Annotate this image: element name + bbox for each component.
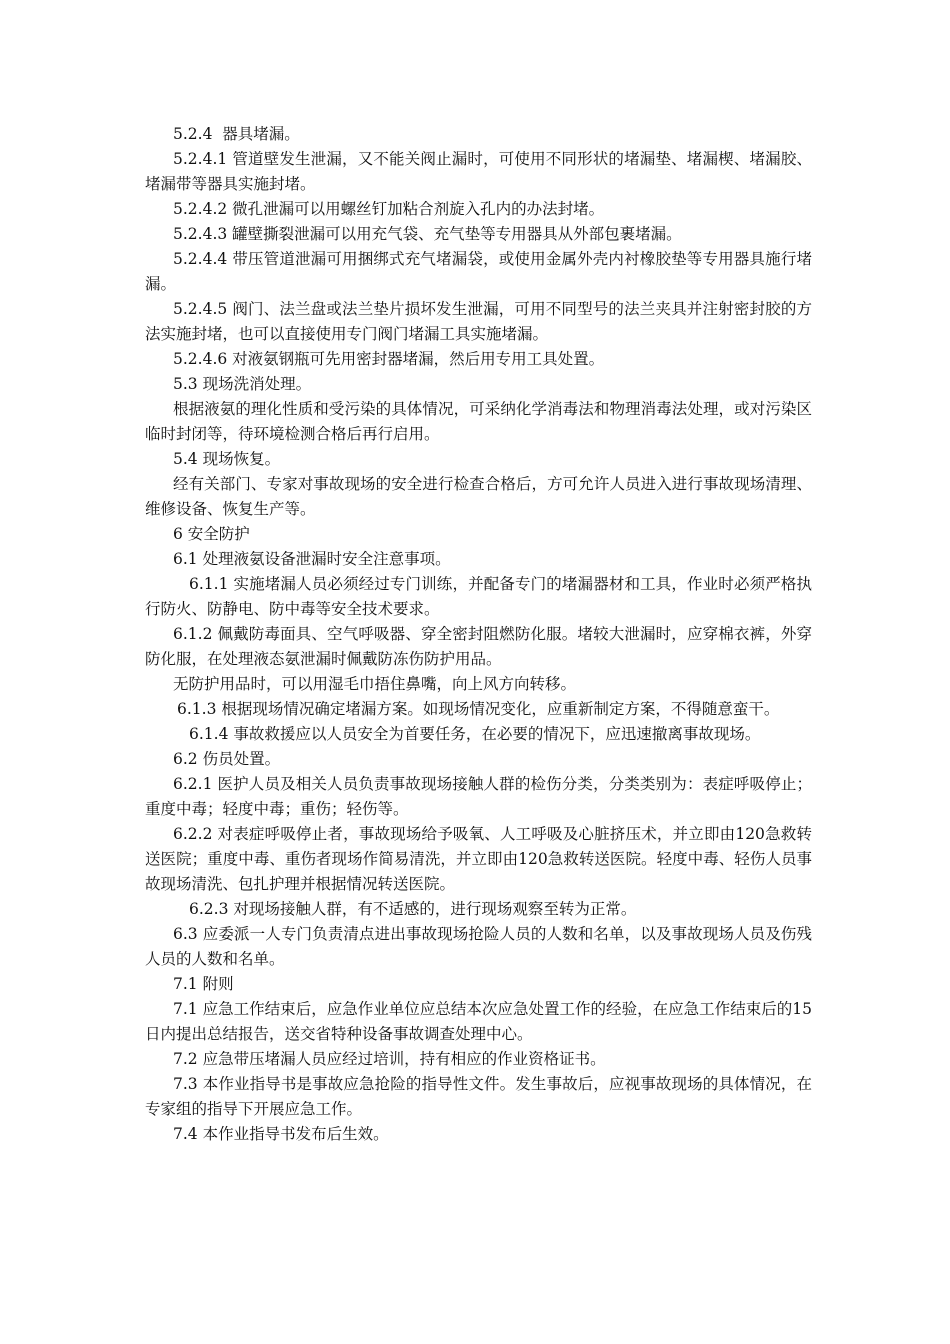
paragraph-6-1-3: 6.1.3 根据现场情况确定堵漏方案。如现场情况变化，应重新制定方案，不得随意蛮干。 bbox=[177, 700, 780, 718]
paragraph-6-3: 6.3 应委派一人专门负责清点进出事故现场抢险人员的人数和名单，以及事故现场人员及伤残人员的人数和名单。 bbox=[145, 925, 812, 968]
heading-6-1: 6.1 处理液氨设备泄漏时安全注意事项。 bbox=[173, 550, 451, 568]
paragraph-6-2-2: 6.2.2 对表症呼吸停止者，事故现场给予吸氧、人工呼吸及心脏挤压术，并立即由120急救转送医院；重度中毒、重伤者现场作简易清洗，并立即由120急救转送医院。轻度中毒、轻伤人员事故现场清洗、包扎护理并根据情况转送医院。 bbox=[145, 825, 812, 893]
paragraph-5-2-4-1: 5.2.4.1 管道壁发生泄漏，又不能关阀止漏时，可使用不同形状的堵漏垫、堵漏楔、堵漏胶、堵漏带等器具实施封堵。 bbox=[145, 150, 812, 193]
paragraph-7-3: 7.3 本作业指导书是事故应急抢险的指导性文件。发生事故后，应视事故现场的具体情况，在专家组的指导下开展应急工作。 bbox=[145, 1075, 812, 1118]
paragraph-5-2-4-4: 5.2.4.4 带压管道泄漏可用捆绑式充气堵漏袋，或使用金属外壳内衬橡胶垫等专用器具施行堵漏。 bbox=[145, 250, 812, 293]
heading-5-3: 5.3 现场洗消处理。 bbox=[173, 375, 312, 393]
paragraph-6-1-1: 6.1.1 实施堵漏人员必须经过专门训练，并配备专门的堵漏器材和工具，作业时必须严格执行防火、防静电、防中毒等安全技术要求。 bbox=[145, 575, 812, 618]
paragraph-6-1-4: 6.1.4 事故救援应以人员安全为首要任务，在必要的情况下，应迅速撤离事故现场。 bbox=[189, 725, 761, 743]
paragraph-7-2: 7.2 应急带压堵漏人员应经过培训，持有相应的作业资格证书。 bbox=[173, 1050, 606, 1068]
paragraph-5-2-4-6: 5.2.4.6 对液氨钢瓶可先用密封器堵漏，然后用专用工具处置。 bbox=[173, 350, 605, 368]
paragraph-5-2-4-2: 5.2.4.2 微孔泄漏可以用螺丝钉加粘合剂旋入孔内的办法封堵。 bbox=[173, 200, 605, 218]
heading-6: 6 安全防护 bbox=[173, 525, 250, 543]
paragraph-5-2-4: 5.2.4 器具堵漏。 bbox=[173, 125, 300, 143]
document-body bbox=[145, 122, 812, 1147]
heading-7-1: 7.1 附则 bbox=[173, 975, 234, 993]
paragraph-6-1-2: 6.1.2 佩戴防毒面具、空气呼吸器、穿全密封阻燃防化服。堵较大泄漏时，应穿棉衣裤，外穿防化服，在处理液态氨泄漏时佩戴防冻伤防护用品。 bbox=[145, 625, 812, 668]
heading-5-4: 5.4 现场恢复。 bbox=[173, 450, 281, 468]
paragraph-7-1: 7.1 应急工作结束后，应急作业单位应总结本次应急处置工作的经验，在应急工作结束后的15日内提出总结报告，送交省特种设备事故调查处理中心。 bbox=[145, 1000, 812, 1043]
paragraph-6-2-1: 6.2.1 医护人员及相关人员负责事故现场接触人群的检伤分类，分类类别为：表症呼吸停止；重度中毒；轻度中毒；重伤；轻伤等。 bbox=[145, 775, 812, 818]
heading-6-2: 6.2 伤员处置。 bbox=[173, 750, 281, 768]
paragraph-7-4: 7.4 本作业指导书发布后生效。 bbox=[173, 1125, 389, 1143]
paragraph-no-protection: 无防护用品时，可以用湿毛巾捂住鼻嘴，向上风方向转移。 bbox=[173, 675, 577, 693]
paragraph-5-2-4-5: 5.2.4.5 阀门、法兰盘或法兰垫片损坏发生泄漏，可用不同型号的法兰夹具并注射密封胶的方法实施封堵，也可以直接使用专门阀门堵漏工具实施堵漏。 bbox=[145, 300, 812, 343]
paragraph-6-2-3: 6.2.3 对现场接触人群，有不适感的，进行现场观察至转为正常。 bbox=[189, 900, 637, 918]
paragraph-5-2-4-3: 5.2.4.3 罐壁撕裂泄漏可以用充气袋、充气垫等专用器具从外部包裹堵漏。 bbox=[173, 225, 682, 243]
paragraph-restoration: 经有关部门、专家对事故现场的安全进行检查合格后，方可允许人员进入进行事故现场清理、维修设备、恢复生产等。 bbox=[145, 475, 812, 518]
paragraph-decontamination: 根据液氨的理化性质和受污染的具体情况，可采纳化学消毒法和物理消毒法处理，或对污染区临时封闭等，待环境检测合格后再行启用。 bbox=[145, 400, 812, 443]
